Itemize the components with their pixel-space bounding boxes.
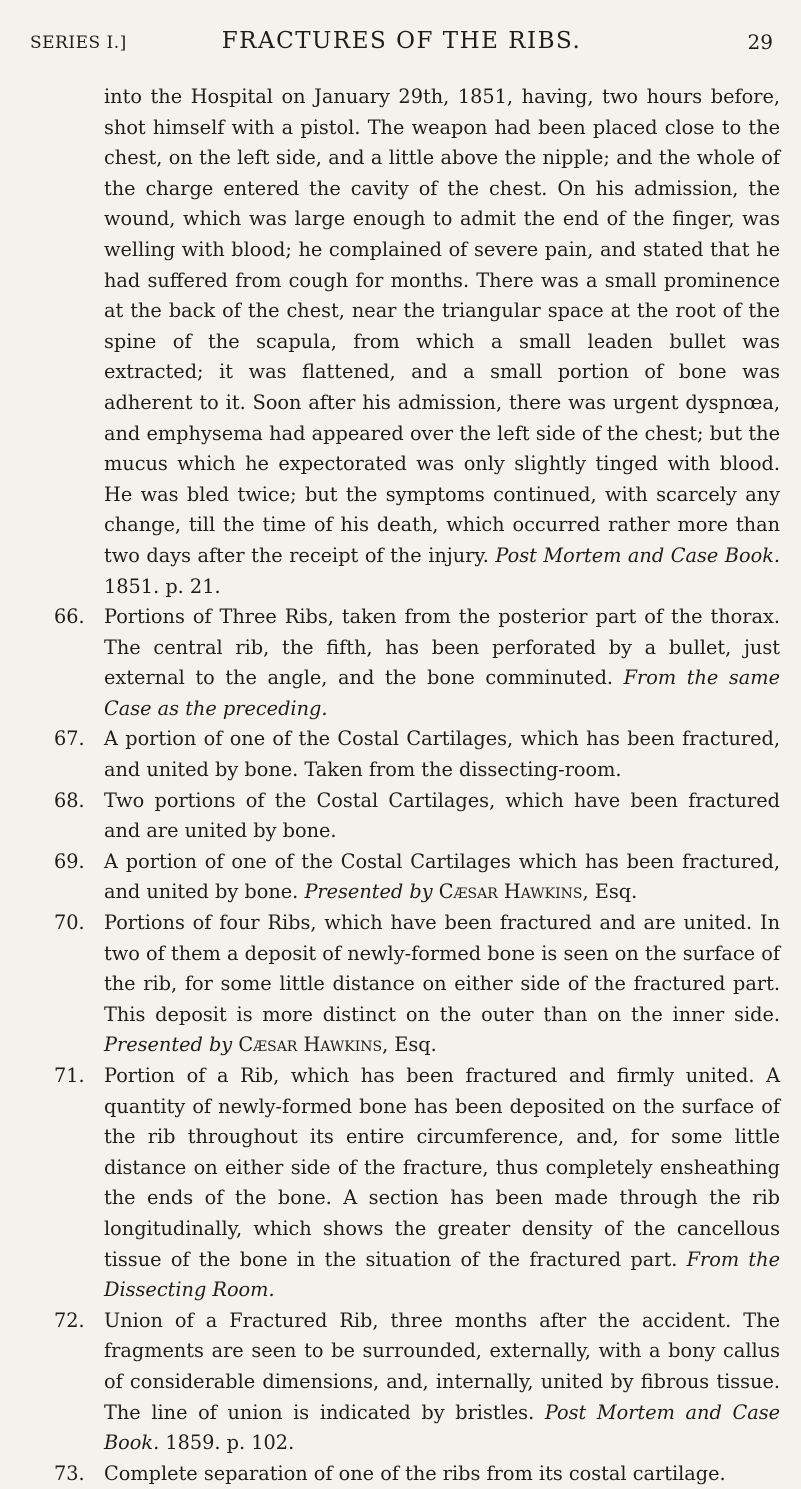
page-number: 29 xyxy=(747,30,773,54)
entry-text: Complete separation of one of the ribs from its costal cartilage. xyxy=(104,1461,726,1485)
catalogue-entry-67 xyxy=(54,724,780,785)
entry-number: 69. xyxy=(54,849,85,873)
entry-number: 73. xyxy=(54,1461,85,1485)
donor-name: Cæsar Hawkins xyxy=(238,1033,383,1057)
source-citation: From the same Case as the preceding. xyxy=(104,666,780,720)
catalogue-entry-69 xyxy=(54,847,780,908)
entry-number: 67. xyxy=(54,727,85,751)
source-citation: Post Mortem and Case Book. xyxy=(104,1400,780,1455)
entry-number: 68. xyxy=(54,788,85,812)
source-reference: 1851. p. 21. xyxy=(104,574,221,598)
entry-number: 70. xyxy=(54,911,85,935)
source-citation: Post Mortem and Case Book. xyxy=(495,543,781,567)
source-citation: Presented by xyxy=(104,1033,233,1057)
source-reference: 1859. p. 102. xyxy=(165,1431,295,1455)
entry-text: Union of a Fractured Rib, three months after the accident. The fragments are seen to be surrounded, externally, with a bony callus of considerable dimensions, and, internally, united by fibrous tissue. The line of union is indicated by bristles. xyxy=(104,1308,780,1424)
entry-text: A portion of one of the Costal Cartilages, which has been fractured, and united by bone. Taken from the dissecting-room. xyxy=(104,727,780,782)
continued-case-paragraph xyxy=(54,82,780,602)
catalogue-entry-71 xyxy=(54,1061,780,1306)
entry-number: 71. xyxy=(54,1064,85,1087)
donor-suffix: , Esq. xyxy=(582,880,638,904)
entry-text: Portions of four Ribs, which have been fractured and are united. In two of them a deposit of newly-formed bone is seen on the surface of the rib, for some little distance on either side of the fractured part. This deposit is more distinct on the outer than on the inner side. xyxy=(104,911,780,1026)
entry-text: A portion of one of the Costal Cartilages which has been fractured, and united by bone. xyxy=(104,849,780,904)
entry-text: Portions of Three Ribs, taken from the posterior part of the thorax. The central rib, the fifth, has been perforated by a bullet, just external to the angle, and the bone comminuted. xyxy=(104,605,780,690)
entry-number: 72. xyxy=(54,1308,85,1332)
running-head xyxy=(30,22,773,56)
paragraph-text: into the Hospital on January 29th, 1851, having, two hours before, shot himself with a pistol. The weapon had been placed close to the chest, on the left side, and a little above the nipple; and the whole of the charge entered the cavity of the chest. On his admission, the wound, which was large enough to admit the end of the finger, was welling with blood; he complained of severe pain, and stated that he had suffered from cough for months. There was a small prominence at the back of the chest, near the triangular space at the root of the spine of the scapula, from which a small leaden bullet was extracted; it was flattened, and a small portion of bone was adherent to it. Soon after his admission, there was urgent dyspnœa, and emphysema had appeared over the left side of the chest; but the mucus which he expectorated was only slightly tinged with blood. He was bled twice; but the symptoms continued, with scarcely any change, till the time of his death, which occurred rather more than two days after the receipt of the injury. xyxy=(104,85,780,567)
source-citation: From the Dissecting Room. xyxy=(104,1247,780,1302)
catalogue-text xyxy=(54,82,780,1489)
chapter-title: FRACTURES OF THE RIBS. xyxy=(221,28,582,54)
source-citation: Presented by xyxy=(304,880,433,904)
donor-suffix: , Esq. xyxy=(382,1033,437,1057)
catalogue-entry-73 xyxy=(54,1459,780,1489)
entry-text: Two portions of the Costal Cartilages, which have been fractured and are united by bone. xyxy=(104,788,780,843)
catalogue-entry-66 xyxy=(54,602,780,724)
series-label: SERIES I.] xyxy=(30,33,127,53)
catalogue-entry-72 xyxy=(54,1306,780,1459)
entry-text: Portion of a Rib, which has been fractured and firmly united. A quantity of newly-formed bone has been deposited on the surface of the rib throughout its entire circumference, and, for some little distance on either side of the fracture, thus completely ensheathing the ends of the bone. A section has been made through the rib longitudinally, which shows the greater density of the cancellous tissue of the bone in the situation of the fractured part. xyxy=(104,1064,780,1271)
catalogue-entry-68 xyxy=(54,786,780,847)
entry-number: 66. xyxy=(54,605,85,629)
catalogue-entry-70 xyxy=(54,908,780,1061)
donor-name: Cæsar Hawkins xyxy=(438,880,583,904)
